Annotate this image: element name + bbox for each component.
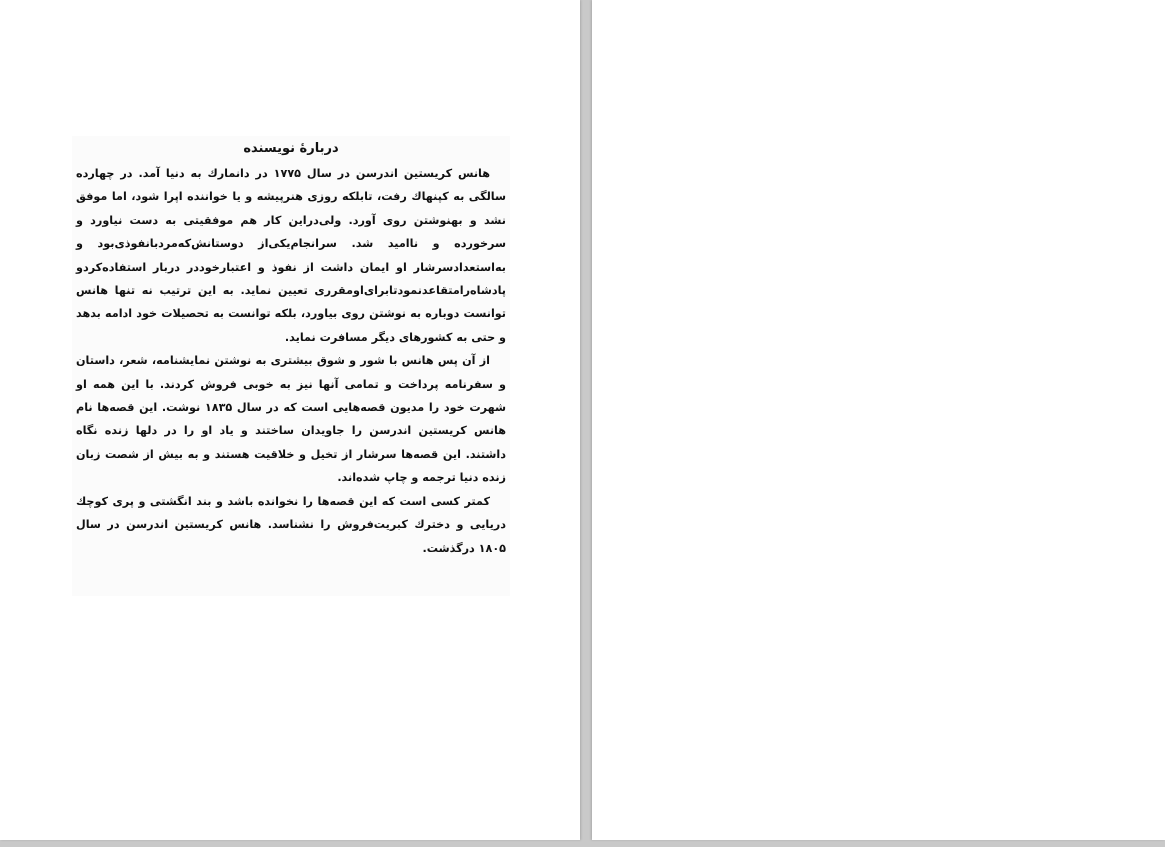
text-block: [76, 136, 506, 560]
paragraph-2: از آن پس هانس با شور و شوق بیشتری به نوشتن نمایشنامه، شعر، داستان و سفرنامه پرداخت و تمامی آنها نیز به خوبی فروش کردند. با این همه او شهرت خود را مدیون قصه‌هایی است که در سال ۱۸۳۵ نوشت. این قصه‌ها نام هانس کریستین اندرسن را جاویدان ساختند و یاد او را در دلها زنده نگاه داشتند. این قصه‌ها سرشار از تخیل و خلاقیت هستند و به بیش از شصت زبان زنده دنیا ترجمه و چاپ شده‌اند.: [76, 354, 507, 485]
section-heading: دربارهٔ نویسنده: [243, 141, 339, 156]
scanned-text-region: [72, 136, 510, 596]
paragraph-3: کمتر کسی است که این قصه‌ها را نخوانده باشد و بند انگشتی و پری کوچك دریایی و دخترك کبریت‌فروش را نشناسد. هانس کریستین اندرسن در سال ۱۸۰۵ درگذشت.: [76, 494, 506, 555]
page-right: [592, 0, 1165, 840]
paragraph-1: هانس کریستین اندرسن در سال ۱۷۷۵ در دانمارك به دنیا آمد. در چهارده سالگی به کپنهاك رفت، تابلکه روزی هنرپیشه و یا خواننده اپرا شود، اما موفق نشد و بهنوشتن روی آورد. ولی‌دراین کار هم موفقیتی به دست نیاورد و سرخورده و ناامید شد. سرانجام‌یکی‌از دوستانش‌که‌مردبانفوذی‌بود و به‌استعدادسرشار او ایمان داشت از نفوذ و اعتبارخوددر دربار استفاده‌کردو پادشاه‌رامتقاعدنمودتابرای‌اومقرری تعیین نماید. به این ترتیب نه تنها هانس توانست دوباره به نوشتن روی بیاورد، بلکه توانست به تحصیلات خود ادامه بدهد و حتی به کشورهای دیگر مسافرت نماید.: [76, 167, 506, 344]
page-left: [0, 0, 580, 840]
